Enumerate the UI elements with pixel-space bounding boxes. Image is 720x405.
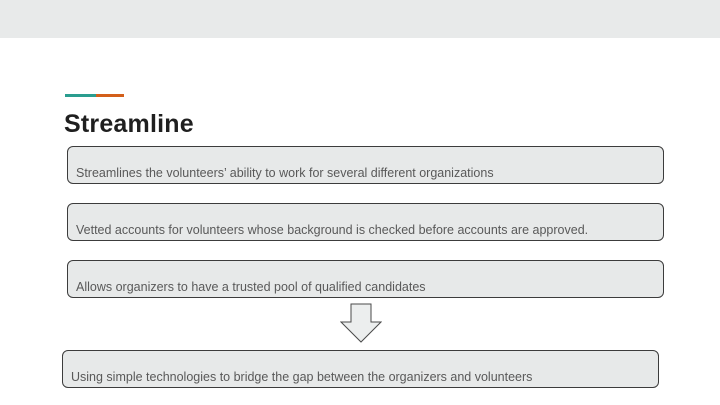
conclusion-box — [62, 350, 659, 388]
point-box-3 — [67, 260, 664, 298]
point-box-2 — [67, 203, 664, 241]
point-text-2: Vetted accounts for volunteers whose background is checked before accounts are approved. — [76, 223, 589, 237]
accent-line-teal — [65, 94, 96, 97]
slide-title: Streamline — [64, 110, 194, 138]
conclusion-text: Using simple technologies to bridge the gap between the organizers and volunteers — [71, 370, 533, 384]
accent-line-orange — [96, 94, 124, 97]
top-band — [0, 0, 720, 38]
point-text-1: Streamlines the volunteers’ ability to work for several different organizations — [76, 166, 494, 180]
point-text-3: Allows organizers to have a trusted pool of qualified candidates — [76, 280, 426, 294]
arrow-down-icon — [340, 303, 382, 343]
point-box-1 — [67, 146, 664, 184]
